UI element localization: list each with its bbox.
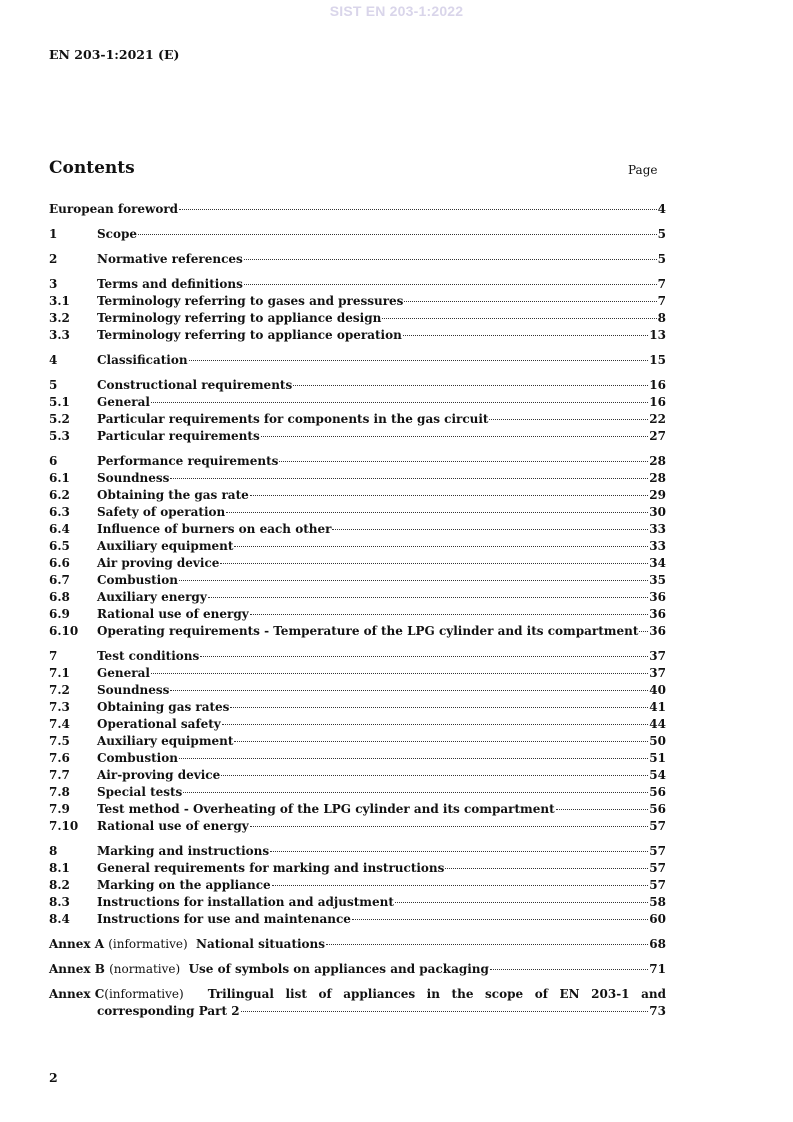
toc-entry-title: Terminology referring to gases and pressures xyxy=(97,294,404,308)
toc-entry[interactable] xyxy=(49,648,666,665)
dot-leader xyxy=(230,707,648,708)
toc-entry[interactable] xyxy=(49,572,666,589)
dot-leader xyxy=(179,580,648,581)
toc-entry[interactable] xyxy=(49,310,666,327)
toc-entry-title: Auxiliary equipment xyxy=(97,734,234,748)
dot-leader xyxy=(221,775,648,776)
dot-leader xyxy=(200,656,648,657)
annex-label: Annex B xyxy=(49,962,105,976)
dot-leader xyxy=(250,614,649,615)
toc-entry-page: 44 xyxy=(649,717,666,731)
toc-entry[interactable] xyxy=(49,784,666,801)
annex-title: Use of symbols on appliances and packaging xyxy=(188,962,489,976)
dot-leader xyxy=(270,851,648,852)
toc-entry-title: Air-proving device xyxy=(97,768,221,782)
toc-entry[interactable] xyxy=(49,327,666,344)
toc-entry-page: 56 xyxy=(649,802,666,816)
toc-entry-title: Test method - Overheating of the LPG cylinder and its compartment xyxy=(97,802,555,816)
annex-title: Trilingual list of appliances in the scope of EN 203-1 and xyxy=(207,987,666,1001)
table-of-contents xyxy=(49,201,666,1019)
toc-entry-page: 28 xyxy=(649,471,666,485)
toc-entry-page: 36 xyxy=(649,607,666,621)
toc-entry-page: 5 xyxy=(657,227,666,241)
toc-entry-title: Auxiliary energy xyxy=(97,590,207,604)
dot-leader xyxy=(234,546,648,547)
toc-entry-page: 56 xyxy=(649,785,666,799)
toc-entry[interactable] xyxy=(49,521,666,538)
toc-entry-number: 7.5 xyxy=(49,734,70,748)
toc-entry-title: Terminology referring to appliance design xyxy=(97,311,382,325)
toc-entry-page: 50 xyxy=(649,734,666,748)
toc-gap xyxy=(49,640,666,648)
toc-entry-title: Influence of burners on each other xyxy=(97,522,332,536)
toc-entry[interactable] xyxy=(49,470,666,487)
toc-entry-number: 5.3 xyxy=(49,429,70,443)
annex-page: 68 xyxy=(649,937,666,951)
toc-entry-page: 16 xyxy=(649,395,666,409)
toc-entry-page: 58 xyxy=(649,895,666,909)
toc-entry-number: 3.3 xyxy=(49,328,70,342)
toc-entry-title: Rational use of energy xyxy=(97,819,249,833)
toc-entry-number: 6 xyxy=(49,454,58,468)
toc-entry-page: 28 xyxy=(649,454,666,468)
toc-entry[interactable] xyxy=(49,293,666,310)
annex-page: 73 xyxy=(649,1004,666,1018)
toc-entry-page: 51 xyxy=(649,751,666,765)
dot-leader xyxy=(279,461,648,462)
toc-entry-number: 5 xyxy=(49,378,58,392)
toc-entry-number: 7.10 xyxy=(49,819,79,833)
page-number: 2 xyxy=(49,1070,58,1085)
toc-entry-page: 37 xyxy=(649,649,666,663)
toc-entry-title: Instructions for installation and adjustment xyxy=(97,895,394,909)
toc-entry-number: 7.4 xyxy=(49,717,70,731)
toc-entry[interactable] xyxy=(49,682,666,699)
toc-entry-number: 6.1 xyxy=(49,471,70,485)
toc-entry[interactable] xyxy=(49,487,666,504)
toc-entry-page: 57 xyxy=(649,844,666,858)
annex-entry[interactable] xyxy=(49,986,666,1003)
toc-gap xyxy=(49,268,666,276)
toc-entry-page: 15 xyxy=(649,353,666,367)
toc-entry-title: General requirements for marking and instructions xyxy=(97,861,445,875)
toc-entry[interactable] xyxy=(49,606,666,623)
toc-entry-page: 7 xyxy=(657,277,666,291)
toc-entry-page: 5 xyxy=(657,252,666,266)
toc-entry-title: Normative references xyxy=(97,252,243,266)
toc-entry-number: 6.6 xyxy=(49,556,70,570)
toc-entry-number: 8 xyxy=(49,844,58,858)
toc-entry-number: 8.3 xyxy=(49,895,70,909)
toc-entry-title: Combustion xyxy=(97,751,178,765)
toc-entry-title: General xyxy=(97,666,150,680)
dot-leader xyxy=(404,301,656,302)
toc-entry[interactable] xyxy=(49,699,666,716)
toc-entry-page: 33 xyxy=(649,539,666,553)
dot-leader xyxy=(241,1011,649,1012)
dot-leader xyxy=(639,631,648,632)
toc-entry-title: Air proving device xyxy=(97,556,220,570)
toc-entry-number: 5.1 xyxy=(49,395,70,409)
toc-entry-page: 13 xyxy=(649,328,666,342)
toc-entry-number: 7.6 xyxy=(49,751,70,765)
toc-entry[interactable] xyxy=(49,555,666,572)
toc-entry-title: Scope xyxy=(97,227,138,241)
toc-entry[interactable] xyxy=(49,843,666,860)
spacer xyxy=(180,961,188,978)
dot-leader xyxy=(395,902,648,903)
toc-entry-title: Obtaining gas rates xyxy=(97,700,230,714)
toc-entry[interactable] xyxy=(49,750,666,767)
dot-leader xyxy=(183,792,648,793)
toc-entry-page: 29 xyxy=(649,488,666,502)
toc-entry-number: 7.9 xyxy=(49,802,70,816)
toc-entry[interactable] xyxy=(49,226,666,243)
dot-leader xyxy=(234,741,648,742)
toc-entry[interactable] xyxy=(49,733,666,750)
toc-entry-number: 7.2 xyxy=(49,683,70,697)
toc-gap xyxy=(49,369,666,377)
toc-entry-number: 8.2 xyxy=(49,878,70,892)
annex-kind: (normative) xyxy=(109,962,181,976)
toc-gap xyxy=(49,243,666,251)
toc-entry-title: Test conditions xyxy=(97,649,200,663)
toc-entry-page: 16 xyxy=(649,378,666,392)
toc-entry-page: 4 xyxy=(657,202,666,216)
dot-leader xyxy=(189,360,649,361)
toc-entry-number: 7.3 xyxy=(49,700,70,714)
toc-entry[interactable] xyxy=(49,589,666,606)
toc-gap xyxy=(49,953,666,961)
annex-entry[interactable] xyxy=(49,961,666,978)
annex-title: National situations xyxy=(196,937,326,951)
toc-entry-page: 27 xyxy=(649,429,666,443)
toc-entry[interactable] xyxy=(49,394,666,411)
toc-gap xyxy=(49,344,666,352)
toc-entry-page: 37 xyxy=(649,666,666,680)
toc-entry-title: Particular requirements for components in the gas circuit xyxy=(97,412,489,426)
annex-first-line xyxy=(49,986,666,1003)
dot-leader xyxy=(332,529,648,530)
toc-entry-page: 8 xyxy=(657,311,666,325)
toc-entry-title: Performance requirements xyxy=(97,454,279,468)
toc-entry-number: 6.7 xyxy=(49,573,70,587)
toc-gap xyxy=(49,218,666,226)
toc-entry-title: Combustion xyxy=(97,573,178,587)
toc-gap xyxy=(49,978,666,986)
toc-entry-title: Marking and instructions xyxy=(97,844,270,858)
annex-kind: (informative) xyxy=(108,937,188,951)
toc-entry-page: 60 xyxy=(649,912,666,926)
toc-entry[interactable] xyxy=(49,894,666,911)
toc-entry[interactable] xyxy=(49,251,666,268)
dot-leader xyxy=(272,885,649,886)
dot-leader xyxy=(226,512,648,513)
toc-entry-number: 1 xyxy=(49,227,58,241)
toc-entry-page: 7 xyxy=(657,294,666,308)
annex-label: Annex A xyxy=(49,937,105,951)
toc-entry-number: 8.1 xyxy=(49,861,70,875)
toc-entry-title: Instructions for use and maintenance xyxy=(97,912,351,926)
toc-entry-page: 22 xyxy=(649,412,666,426)
toc-entry-number: 2 xyxy=(49,252,58,266)
toc-entry[interactable] xyxy=(49,411,666,428)
toc-entry-page: 30 xyxy=(649,505,666,519)
toc-entry-number: 3.1 xyxy=(49,294,70,308)
toc-entry[interactable] xyxy=(49,201,666,218)
toc-entry[interactable] xyxy=(49,801,666,818)
toc-entry-number: 6.5 xyxy=(49,539,70,553)
annex-label: Annex C xyxy=(49,987,105,1001)
dot-leader xyxy=(261,436,649,437)
toc-entry-page: 35 xyxy=(649,573,666,587)
dot-leader xyxy=(170,478,648,479)
page-column-label: Page xyxy=(628,163,658,177)
dot-leader xyxy=(170,690,648,691)
toc-entry-page: 40 xyxy=(649,683,666,697)
toc-entry-title: Terms and definitions xyxy=(97,277,243,291)
toc-entry-number: 7.8 xyxy=(49,785,70,799)
toc-entry-number: 3.2 xyxy=(49,311,70,325)
toc-entry-title: Operating requirements - Temperature of the LPG cylinder and its compartment xyxy=(97,624,639,638)
annex-page: 71 xyxy=(649,962,666,976)
dot-leader xyxy=(250,826,649,827)
toc-entry[interactable] xyxy=(49,767,666,784)
dot-leader xyxy=(403,335,648,336)
toc-entry[interactable] xyxy=(49,352,666,369)
toc-gap xyxy=(49,928,666,936)
toc-entry-number: 4 xyxy=(49,353,58,367)
annex-kind: (informative) xyxy=(104,987,184,1001)
dot-leader xyxy=(326,944,648,945)
dot-leader xyxy=(293,385,648,386)
toc-entry-number: 7.7 xyxy=(49,768,70,782)
toc-entry-number: 6.4 xyxy=(49,522,70,536)
toc-entry-page: 36 xyxy=(649,624,666,638)
dot-leader xyxy=(352,919,648,920)
toc-entry[interactable] xyxy=(49,877,666,894)
dot-leader xyxy=(179,209,657,210)
toc-entry[interactable] xyxy=(49,276,666,293)
toc-entry-title: Classification xyxy=(97,353,188,367)
toc-entry-title: Particular requirements xyxy=(97,429,260,443)
toc-entry-number: 5.2 xyxy=(49,412,70,426)
annex-entry-continuation[interactable] xyxy=(49,1003,666,1019)
toc-entry[interactable] xyxy=(49,623,666,640)
watermark: SIST EN 203-1:2022 xyxy=(329,3,464,19)
dot-leader xyxy=(244,284,657,285)
dot-leader xyxy=(151,402,648,403)
dot-leader xyxy=(222,724,649,725)
contents-title: Contents xyxy=(49,158,135,178)
toc-entry[interactable] xyxy=(49,453,666,470)
toc-entry[interactable] xyxy=(49,818,666,835)
dot-leader xyxy=(151,673,648,674)
dot-leader xyxy=(382,318,656,319)
dot-leader xyxy=(138,234,657,235)
dot-leader xyxy=(445,868,648,869)
toc-entry-title: Constructional requirements xyxy=(97,378,293,392)
annex-title-continued: corresponding Part 2 xyxy=(97,1004,240,1018)
dot-leader xyxy=(208,597,649,598)
toc-entry-title: Operational safety xyxy=(97,717,221,731)
toc-entry-title: Auxiliary equipment xyxy=(97,539,234,553)
toc-entry[interactable] xyxy=(49,911,666,928)
dot-leader xyxy=(490,969,648,970)
toc-entry-number: 6.8 xyxy=(49,590,70,604)
toc-entry-title: Soundness xyxy=(97,471,170,485)
toc-entry-page: 34 xyxy=(649,556,666,570)
toc-entry[interactable] xyxy=(49,428,666,445)
toc-gap xyxy=(49,835,666,843)
toc-entry-number: 8.4 xyxy=(49,912,70,926)
toc-entry-page: 33 xyxy=(649,522,666,536)
toc-entry-title: Obtaining the gas rate xyxy=(97,488,249,502)
toc-entry-page: 57 xyxy=(649,878,666,892)
toc-entry[interactable] xyxy=(49,665,666,682)
toc-entry-title: Special tests xyxy=(97,785,183,799)
toc-entry-title: Terminology referring to appliance operation xyxy=(97,328,402,342)
toc-entry-number: 6.3 xyxy=(49,505,70,519)
toc-entry-page: 57 xyxy=(649,819,666,833)
toc-entry-number: 7.1 xyxy=(49,666,70,680)
toc-entry-title: Marking on the appliance xyxy=(97,878,271,892)
dot-leader xyxy=(489,419,648,420)
toc-entry-number: 6.2 xyxy=(49,488,70,502)
toc-entry-page: 57 xyxy=(649,861,666,875)
document-id: EN 203-1:2021 (E) xyxy=(49,47,180,62)
spacer xyxy=(188,936,196,953)
toc-entry-page: 54 xyxy=(649,768,666,782)
toc-entry[interactable] xyxy=(49,860,666,877)
toc-entry-title: European foreword xyxy=(49,202,179,216)
toc-entry-title: General xyxy=(97,395,150,409)
dot-leader xyxy=(179,758,648,759)
dot-leader xyxy=(556,809,649,810)
toc-entry-title: Safety of operation xyxy=(97,505,226,519)
toc-gap xyxy=(49,445,666,453)
dot-leader xyxy=(250,495,649,496)
toc-entry[interactable] xyxy=(49,716,666,733)
dot-leader xyxy=(220,563,648,564)
toc-entry-number: 6.10 xyxy=(49,624,79,638)
toc-entry-number: 6.9 xyxy=(49,607,70,621)
toc-entry-number: 3 xyxy=(49,277,58,291)
toc-entry-title: Rational use of energy xyxy=(97,607,249,621)
annex-entry[interactable] xyxy=(49,936,666,953)
dot-leader xyxy=(244,259,657,260)
toc-entry-page: 36 xyxy=(649,590,666,604)
toc-entry[interactable] xyxy=(49,504,666,521)
toc-entry-page: 41 xyxy=(649,700,666,714)
toc-entry[interactable] xyxy=(49,377,666,394)
toc-entry[interactable] xyxy=(49,538,666,555)
toc-entry-title: Soundness xyxy=(97,683,170,697)
toc-entry-number: 7 xyxy=(49,649,58,663)
